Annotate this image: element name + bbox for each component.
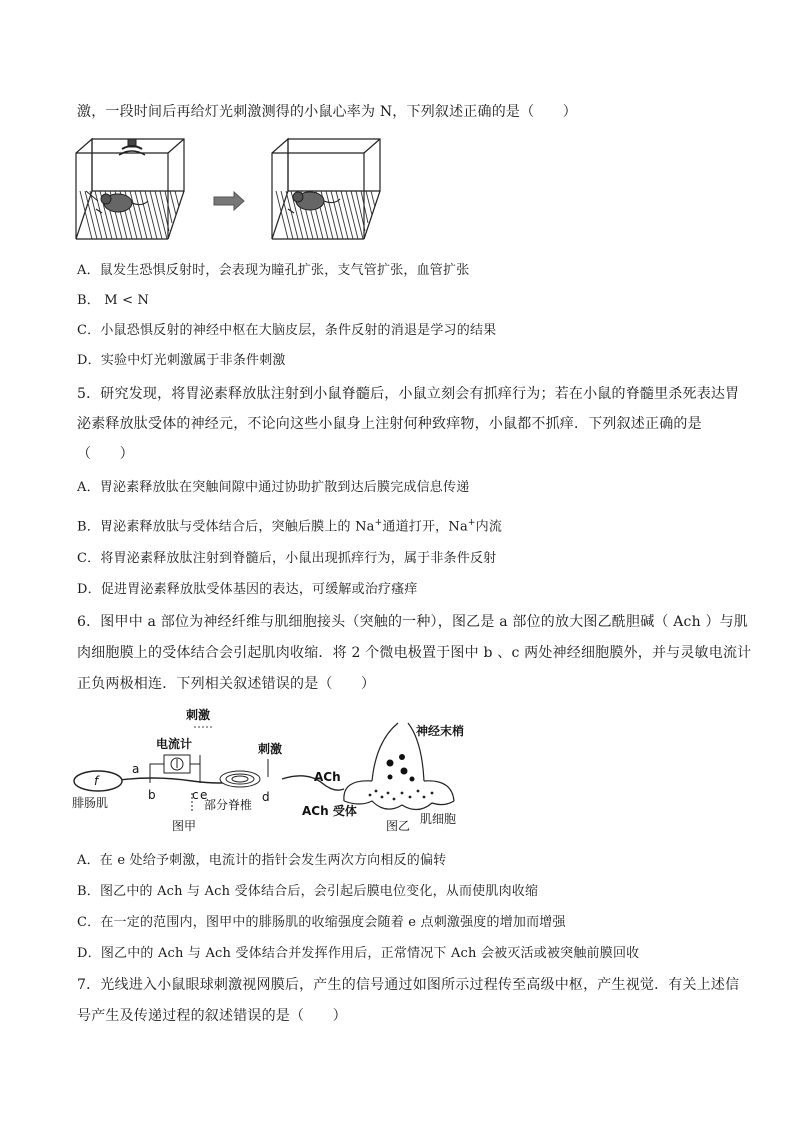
jia-meter-label: 电流计 (156, 737, 193, 751)
jia-point-f: f (94, 774, 99, 788)
mouse-experiment-figure (72, 131, 402, 247)
jia-point-a: a (132, 762, 140, 776)
q5-stem-line3: （ ） (77, 446, 134, 462)
q6-stem-line1: 6．图甲中 a 部位为神经纤维与肌细胞接头（突触的一种），图乙是 a 部位的放大图乙酰胆碱（ Ach ）与肌 (77, 614, 749, 630)
q6-option-a: A．在 e 处给予刺激，电流计的指针会发生两次方向相反的偏转 (77, 853, 447, 868)
yi-receptor-label: ACh 受体 (302, 804, 357, 818)
q5-option-a: A．胃泌素释放肽在突触间隙中通过协助扩散到达后膜完成信息传递 (77, 480, 470, 495)
q5-option-c: C．将胃泌素释放肽注射到脊髓后，小鼠出现抓痒行为，属于非条件反射 (77, 551, 497, 566)
q5-option-d: D．促进胃泌素释放肽受体基因的表达，可缓解或治疗瘙痒 (77, 582, 418, 597)
q5-stem-line2: 泌素释放肽受体的神经元，不论向这些小鼠身上注射何种致痒物，小鼠都不抓痒．下列叙述正确的是 (77, 416, 702, 432)
yi-muscle-cell-label: 肌细胞 (420, 812, 457, 826)
yi-caption: 图乙 (386, 819, 411, 833)
q5-option-b: B．胃泌素释放肽与受体结合后，突触后膜上的 Na+通道打开，Na+内流 (77, 518, 503, 535)
q6-stem-line3: 正负两极相连．下列相关叙述错误的是（ ） (77, 676, 376, 692)
q4-option-b: B． M < N (77, 293, 150, 308)
jia-point-d: d (262, 790, 270, 804)
jia-caption: 图甲 (172, 819, 197, 833)
q6-option-d: D．图乙中的 Ach 与 Ach 受体结合并发挥作用后，正常情况下 Ach 会被灭活或被突触前膜回收 (77, 946, 640, 961)
q6-stem-line2: 肉细胞膜上的受体结合会引起肌肉收缩．将 2 个微电极置于图中 b 、c 两处神经细胞膜外，并与灵敏电流计 (77, 645, 752, 661)
jia-point-c: c (192, 788, 199, 802)
q4-option-a: A．鼠发生恐惧反射时，会表现为瞳孔扩张，支气管扩张，血管扩张 (77, 263, 470, 278)
q5-stem-line1: 5．研究发现，将胃泌素释放肽注射到小鼠脊髓后，小鼠立刻会有抓痒行为；若在小鼠的脊髓里杀死表达胃 (77, 386, 740, 402)
q6-option-b: B．图乙中的 Ach 与 Ach 受体结合后，会引起后膜电位变化，从而使肌肉收缩 (77, 884, 539, 899)
q4-option-d: D．实验中灯光刺激属于非条件刺激 (77, 353, 286, 368)
jia-muscle-label: 腓肠肌 (72, 796, 109, 810)
jia-stimulus-right-label: 刺激 (258, 742, 283, 756)
q7-stem-line2: 号产生及传递过程的叙述错误的是（ ） (77, 1008, 347, 1024)
jia-point-b: b (148, 788, 156, 802)
q7-stem-line1: 7．光线进入小鼠眼球刺激视网膜后，产生的信号通过如图所示过程传至高级中枢，产生视觉．有关上述信 (77, 977, 740, 993)
yi-ach-label: ACh (314, 770, 341, 784)
jia-stimulus-top-label: 刺激 (186, 708, 211, 722)
yi-nerve-ending-label: 神经末梢 (416, 724, 465, 738)
q4-option-c: C．小鼠恐惧反射的神经中枢在大脑皮层，条件反射的消退是学习的结果 (77, 323, 497, 338)
jia-spine-label: 部分脊椎 (204, 798, 253, 812)
nerve-muscle-figure (72, 703, 472, 835)
q6-option-c: C．在一定的范围内，图甲中的腓肠肌的收缩强度会随着 e 点刺激强度的增加而增强 (77, 915, 566, 930)
q4-stem-tail: 激，一段时间后再给灯光刺激测得的小鼠心率为 N，下列叙述正确的是（ ） (77, 104, 577, 120)
jia-point-e: e (200, 788, 208, 802)
